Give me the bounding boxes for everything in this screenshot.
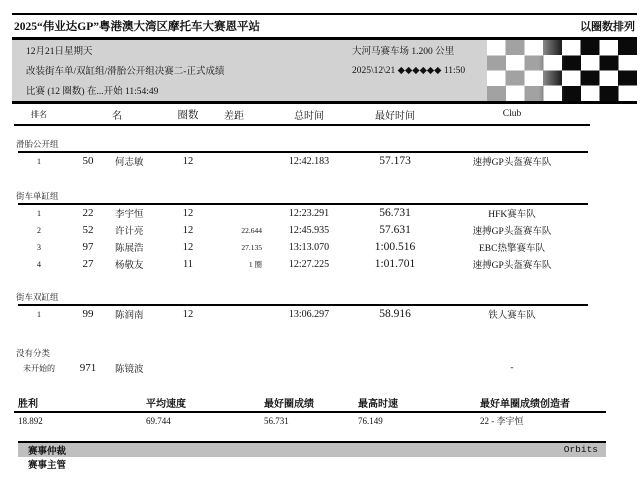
cell-name: 陈润南	[115, 311, 144, 321]
section-title: 没有分类	[16, 347, 51, 358]
cell-total-time: 12:42.183	[288, 155, 330, 167]
summary-values-row	[14, 413, 606, 429]
col-header-best: 最好时间	[375, 110, 415, 122]
cell-number: 97	[82, 241, 94, 253]
cell-club: 速搏GP头盔赛车队	[472, 158, 552, 168]
table-header	[14, 104, 590, 124]
cell-club: 速搏GP头盔赛车队	[472, 227, 552, 237]
checkered-flag-graphic	[487, 40, 637, 101]
table-row	[14, 306, 590, 323]
cell-club: EBC热擎赛车队	[479, 244, 545, 254]
cell-rank: 1	[37, 309, 41, 319]
cell-club: -	[510, 363, 514, 373]
cell-diff: 27.135	[241, 242, 262, 252]
table-row	[14, 239, 590, 256]
page-title: 2025“伟业达GP”粤港澳大湾区摩托车大赛恩平站	[14, 21, 260, 33]
title-row	[0, 15, 640, 37]
cell-total-time: 13:06.297	[288, 308, 330, 320]
summary-value-best-lap: 56.731	[264, 415, 289, 426]
race-director-label: 赛事主管	[28, 460, 67, 471]
table-row	[14, 360, 590, 377]
cell-club: 铁人赛车队	[488, 311, 536, 321]
cell-laps: 12	[182, 224, 194, 236]
summary-value-avg-speed: 69.744	[146, 415, 171, 426]
col-header-diff: 差距	[224, 110, 244, 122]
summary-header-row	[14, 395, 606, 411]
cell-best-time: 57.173	[379, 155, 411, 167]
race-steward-label: 赛事仲裁	[28, 446, 67, 457]
cell-name: 李宇恒	[115, 210, 144, 220]
cell-diff: 1 圈	[248, 259, 262, 269]
cell-number: 99	[82, 308, 94, 320]
cell-club: HFK赛车队	[488, 210, 536, 220]
cell-laps: 11	[182, 258, 194, 270]
cell-rank: 3	[37, 242, 41, 252]
cell-laps: 12	[182, 207, 194, 219]
cell-name: 陈展浩	[115, 244, 144, 254]
cell-best-time: 56.731	[379, 207, 411, 219]
section-title: 街车单缸组	[16, 190, 59, 201]
cell-number: 52	[82, 224, 94, 236]
cell-number: 27	[82, 258, 94, 270]
summary-header-win: 胜利	[18, 399, 38, 410]
col-header-rank: 排名	[31, 109, 47, 119]
cell-laps: 12	[182, 308, 194, 320]
cell-number: 22	[82, 207, 94, 219]
summary-value-top-speed: 76.149	[358, 415, 383, 426]
cell-name: 何志敏	[115, 158, 144, 168]
cell-number: 971	[79, 362, 97, 374]
cell-total-time: 12:27.225	[288, 258, 330, 270]
table-row	[14, 222, 590, 239]
sort-order-label: 以圈数排列	[580, 21, 635, 33]
cell-rank: 未开始的	[23, 363, 55, 373]
session-timestamp: 2025\12\21 ◆◆◆◆◆◆ 11:50	[352, 65, 466, 76]
footer-bar	[18, 443, 606, 457]
cell-rank: 2	[37, 225, 41, 235]
summary-value-best-lap-holder: 22 - 李宇恒	[480, 416, 524, 426]
col-header-name: 名	[112, 110, 122, 122]
session-name: 改装街车单/双缸组/滑胎公开组决赛二-正式成绩	[26, 67, 225, 77]
col-header-laps: 圈数	[177, 109, 199, 121]
cell-club: 速搏GP头盔赛车队	[472, 261, 552, 271]
race-start-info: 比赛 (12 圈数) 在...开始 11:54:49	[26, 87, 159, 97]
summary-value-win: 18.892	[18, 415, 43, 426]
summary-header-best-lap-holder: 最好单圈成绩创造者	[480, 399, 570, 410]
cell-rank: 1	[37, 156, 41, 166]
section-title: 街车双缸组	[16, 291, 59, 302]
cell-diff: 22.644	[241, 225, 262, 235]
summary-header-best-lap: 最好圈成绩	[264, 399, 314, 410]
cell-best-time: 58.916	[379, 308, 411, 320]
cell-laps: 12	[182, 155, 194, 167]
cell-total-time: 13:13.070	[288, 241, 330, 253]
col-header-total: 总时间	[294, 110, 324, 122]
table-row	[14, 256, 590, 273]
track-name: 大河马赛车场 1.200 公里	[352, 47, 455, 57]
cell-total-time: 12:23.291	[288, 207, 330, 219]
cell-best-time: 57.631	[379, 224, 411, 236]
cell-laps: 12	[182, 241, 194, 253]
summary-header-avg-speed: 平均速度	[146, 399, 186, 410]
table-row	[14, 205, 590, 222]
cell-total-time: 12:45.935	[288, 224, 330, 236]
orbits-brand: Orbits	[563, 444, 598, 455]
cell-best-time: 1:00.516	[374, 241, 416, 253]
summary-header-top-speed: 最高时速	[358, 399, 398, 410]
cell-name: 许计亮	[115, 227, 144, 237]
table-row	[14, 153, 590, 170]
cell-best-time: 1:01.701	[374, 258, 416, 270]
event-info-box	[12, 40, 637, 101]
col-header-club: Club	[502, 109, 522, 119]
cell-rank: 4	[37, 259, 41, 269]
section-title: 滑胎公开组	[16, 138, 59, 149]
cell-number: 50	[82, 155, 94, 167]
event-date: 12月21日星期天	[26, 47, 93, 57]
cell-name: 杨敬友	[115, 261, 144, 271]
cell-name: 陈镜波	[115, 365, 144, 375]
cell-rank: 1	[37, 208, 41, 218]
